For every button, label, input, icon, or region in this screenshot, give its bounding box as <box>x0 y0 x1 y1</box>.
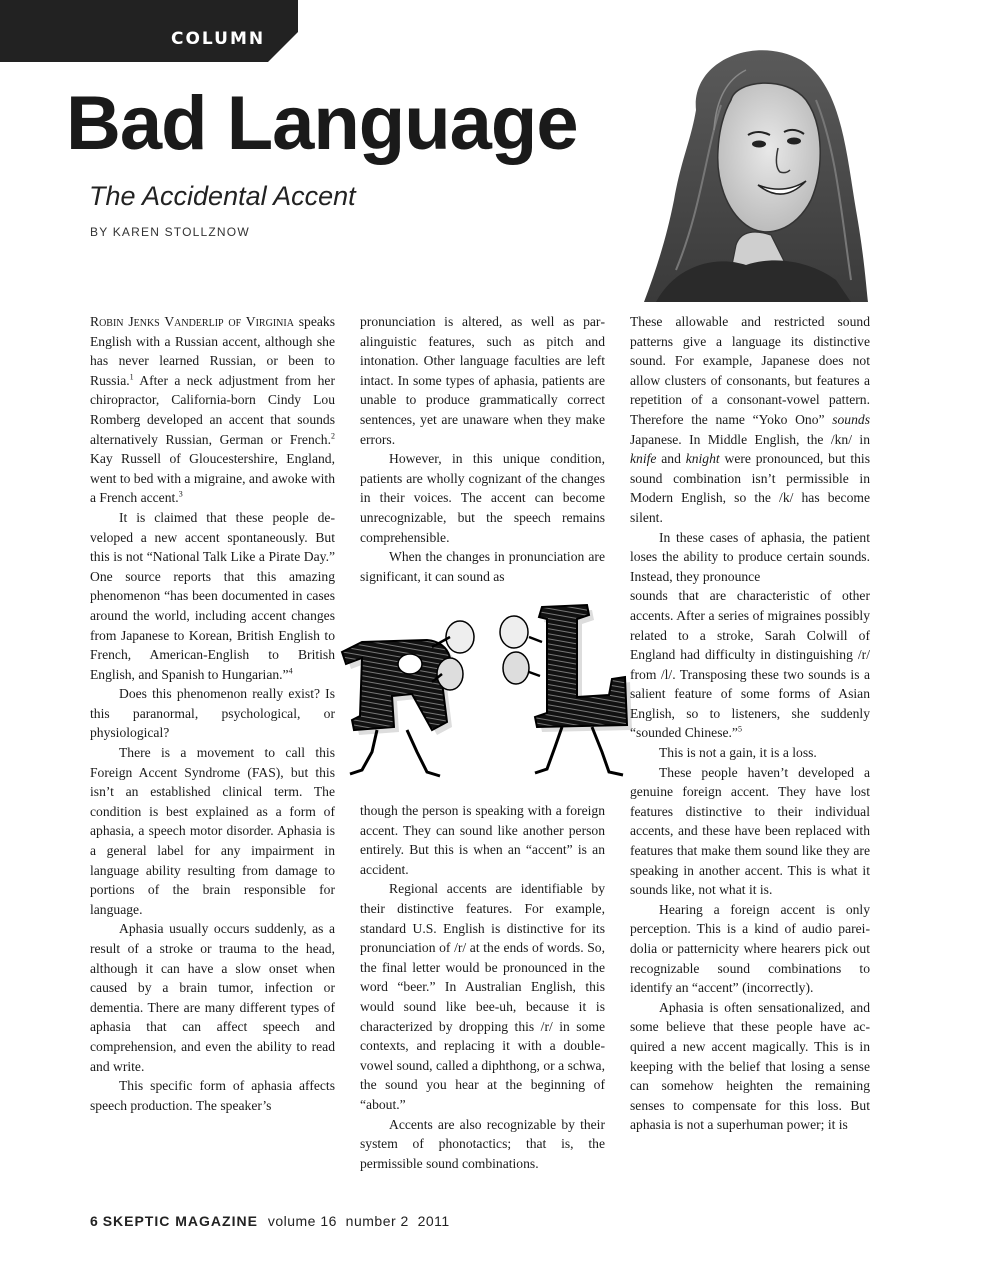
text-run: After a neck adjustment from her chiropractor, California-born Cindy Lou Romberg developed an accent that sounds alternatively Russian, German or French. <box>90 372 335 447</box>
article-column-2-top <box>360 312 605 586</box>
footnote-ref: 4 <box>288 666 293 676</box>
footnote-ref: 5 <box>737 724 742 734</box>
paragraph: These people haven’t developed a genuine foreign accent. They have lost features distinctive to their individual accents, and these have been replaced with features that make them sound like they are speaking in another accent. This is what it sounds like, not what it is. <box>630 764 870 898</box>
text-run: It is claimed that these people developed a new accent spontaneously. But this is not “National Talk Like a Pirate Day.” One source reports that this amazing phenomenon “has been documented in cases around the world, including accent changes from Japanese to Korean, British English to French, American-English to British English, and Spanish to Hungarian.” <box>90 509 335 682</box>
emphasis: sounds <box>832 411 870 427</box>
article-title: Bad Language <box>66 81 578 166</box>
paragraph: Aphasia usually occurs suddenly, as a result of a stroke or trauma to the head, although it can have a slow onset when caused by a brain tumor, infection or dementia. There are many different types of aphasia that can affect speech and comprehension, and even the ability to read and write. <box>90 921 335 1074</box>
text-run: sounds that are characteristic of other accents. After a series of migraines possibly related to a stroke, Sarah Colwill of England had difficulty in distinguishing /r/ from /l/. Transposing these two sounds is a salient feature of some forms of Asian English, so to listeners, she suddenly “sounded Chinese.” <box>630 588 870 741</box>
byline: BY KAREN STOLLZNOW <box>90 225 250 239</box>
boxing-letters-icon <box>332 592 637 790</box>
paragraph: Accents are also recognizable by their system of phonotactics; that is, the permissible sound combinations. <box>360 1116 605 1171</box>
paragraph: When the changes in pronunciation are significant, it can sound as <box>360 549 605 584</box>
paragraph: Hearing a foreign accent is only perception. This is a kind of audio pareidolia or patternicity where hearers pick out recognizable sound combinations to identify an “accent” (incorrectly). <box>630 901 870 996</box>
article-column-3 <box>630 312 870 1135</box>
footnote-ref: 1 <box>129 372 134 382</box>
paragraph <box>90 508 335 684</box>
text-run: speaks English with a Russian accent, although she has never learned Russian, or been to Russia. <box>90 314 336 388</box>
lead-in: Robin Jenks Vanderlip of Virginia <box>90 314 294 329</box>
paragraph: There is a movement to call this Foreign Accent Syndrome (FAS), but this isn’t an established clinical term. The condition is best explained as a form of aphasia, a speech motor disorder. Aphasia is a general label for any impairment in language ability resulting from damage to portions of the brain responsible for language. <box>90 745 335 917</box>
magazine-name: SKEPTIC MAGAZINE <box>102 1213 258 1229</box>
article-column-2-bottom <box>360 801 605 1173</box>
paragraph-wrap <box>630 586 870 743</box>
paragraph: This specific form of aphasia affects speech production. The speaker’s <box>90 1078 335 1113</box>
article-subtitle: The Accidental Accent <box>89 181 356 211</box>
footnote-ref: 2 <box>331 431 335 441</box>
paragraph: In these cases of aphasia, the patient loses the ability to produce certain sounds. Instead, they pronounce <box>630 529 870 584</box>
text-run: Kay Russell of Gloucestershire, England, went to bed with a migraine, and awoke with a French accent. <box>90 451 335 506</box>
paragraph: Does this phenomenon really exist? Is this paranormal, psychological, or physiological? <box>90 686 335 741</box>
paragraph: though the person is speaking with a foreign accent. They can sound like another person entirely. But this is when an “accent” is an accident. <box>360 803 605 877</box>
text-run: and <box>656 451 686 467</box>
author-portrait-icon <box>636 40 872 302</box>
paragraph <box>630 312 870 528</box>
paragraph: This is not a gain, it is a loss. <box>659 745 817 761</box>
issue-info: volume 16 number 2 2011 <box>267 1213 450 1229</box>
article-column-1 <box>90 312 335 1115</box>
text-run: were pronounced, but this sound combination isn’t permissible in Modern English, so the /k/ has become silent. <box>630 451 870 525</box>
text-run: Japanese. In Middle English, the /kn/ in <box>630 431 870 447</box>
paragraph <box>90 312 335 508</box>
paragraph: pronunciation is altered, as well as paralinguistic features, such as pitch and intonation. Other language faculties are left intact. In some types of aphasia, patients are unable to produce grammatically correct sentences, yet are unaware when they make errors. <box>360 314 605 447</box>
paragraph: Regional accents are identifiable by their distinctive features. For example, standard U.S. English is distinctive for its pronunciation of /r/ at the ends of words. So, the final letter would be pronounced in the word “beer.” In Australian English, this would sound like bee-uh, because it is characterized by dropping this /r/ in some contexts, and replacing it with a double-vowel sound, called a diphthong, or a schwa, the sound you hear at the beginning of “about.” <box>360 881 605 1112</box>
footnote-ref: 3 <box>178 489 183 499</box>
paragraph: Aphasia is often sensationalized, and some believe that these people have acquired a new accent magically. This is in keeping with the belief that losing a sense can somehow heighten the remaining senses to compensate for this loss. But aphasia is not a superhuman power; it is <box>630 999 870 1133</box>
emphasis: knife <box>630 451 657 467</box>
paragraph: However, in this unique condition, patients are wholly cognizant of the changes in their voices. The accent can become unrecognizable, but the speech remains comprehensible. <box>360 451 605 545</box>
column-label: COLUMN <box>171 29 266 49</box>
page-footer <box>90 1213 450 1229</box>
emphasis: knight <box>685 451 720 467</box>
text-run: These allowable and restricted sound patterns give a language its distinctive sound. For example, Japanese does not allow clusters of consonants, but features a repetition of a consonant-vowel pattern. Therefore the name “Yoko Ono” <box>630 314 870 427</box>
page-number: 6 <box>90 1213 99 1229</box>
